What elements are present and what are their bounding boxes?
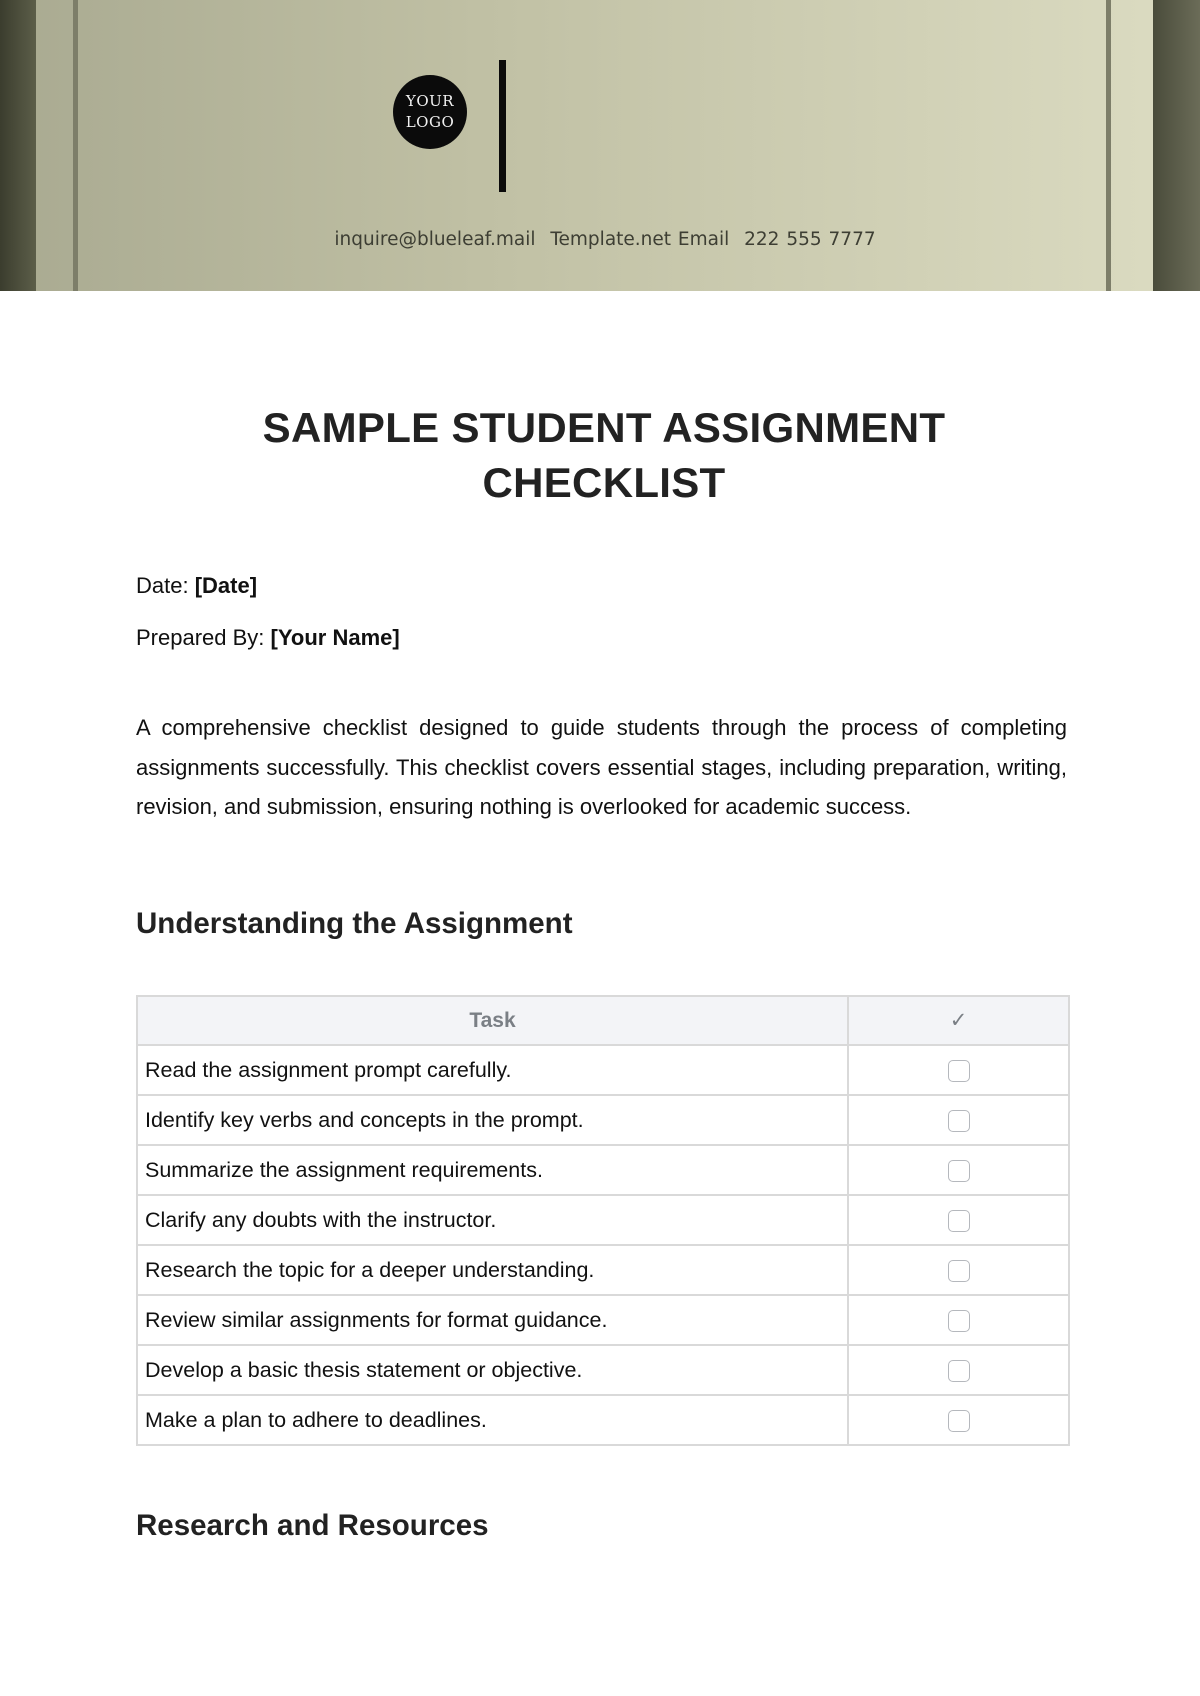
checkbox[interactable] xyxy=(948,1260,970,1282)
checkbox[interactable] xyxy=(948,1210,970,1232)
title-line2: CHECKLIST xyxy=(482,459,726,506)
table-row xyxy=(137,1345,1069,1395)
task-cell: Summarize the assignment requirements. xyxy=(137,1145,848,1195)
check-cell xyxy=(848,1195,1069,1245)
task-cell: Clarify any doubts with the instructor. xyxy=(137,1195,848,1245)
table-row xyxy=(137,1195,1069,1245)
checkbox[interactable] xyxy=(948,1160,970,1182)
column-header-task: Task xyxy=(137,996,848,1045)
company-logo xyxy=(393,75,467,149)
contact-email: inquire@blueleaf.mail xyxy=(334,229,536,250)
table-row xyxy=(137,1245,1069,1295)
contact-line xyxy=(0,229,1200,250)
checkbox[interactable] xyxy=(948,1360,970,1382)
task-cell: Make a plan to adhere to deadlines. xyxy=(137,1395,848,1445)
table-row xyxy=(137,1295,1069,1345)
check-cell xyxy=(848,1295,1069,1345)
intro-paragraph: A comprehensive checklist designed to guide students through the process of completing assignments successfully. This checklist covers essential stages, including preparation, writing, revision, and submission, ensuring nothing is overlooked for academic success. xyxy=(136,715,1067,819)
prepared-by-value: [Your Name] xyxy=(270,625,400,650)
task-cell: Review similar assignments for format guidance. xyxy=(137,1295,848,1345)
logo-text-line1: YOUR xyxy=(405,92,455,110)
section-heading-understanding: Understanding the Assignment xyxy=(136,907,573,940)
column-header-check: ✓ xyxy=(848,996,1069,1045)
logo-divider xyxy=(499,60,506,192)
contact-site: Template.net Email xyxy=(550,229,730,250)
check-cell xyxy=(848,1045,1069,1095)
table-row xyxy=(137,1095,1069,1145)
header-banner xyxy=(0,0,1200,291)
table-header-row xyxy=(137,996,1069,1045)
table-row xyxy=(137,1045,1069,1095)
contact-phone: 222 555 7777 xyxy=(744,229,876,250)
checkbox[interactable] xyxy=(948,1410,970,1432)
title-line1: SAMPLE STUDENT ASSIGNMENT xyxy=(262,404,946,451)
prepared-by-label: Prepared By: xyxy=(136,625,265,650)
checkbox[interactable] xyxy=(948,1110,970,1132)
table-row xyxy=(137,1145,1069,1195)
section-heading-research: Research and Resources xyxy=(136,1509,489,1542)
task-cell: Read the assignment prompt carefully. xyxy=(137,1045,848,1095)
checkbox[interactable] xyxy=(948,1060,970,1082)
check-cell xyxy=(848,1245,1069,1295)
date-label: Date: xyxy=(136,573,189,598)
check-cell xyxy=(848,1095,1069,1145)
date-field xyxy=(136,573,257,599)
date-value: [Date] xyxy=(194,573,258,598)
table-row xyxy=(137,1395,1069,1445)
checkbox[interactable] xyxy=(948,1310,970,1332)
check-cell xyxy=(848,1395,1069,1445)
prepared-by-field xyxy=(136,625,400,651)
task-cell: Develop a basic thesis statement or objective. xyxy=(137,1345,848,1395)
task-cell: Research the topic for a deeper understanding. xyxy=(137,1245,848,1295)
check-cell xyxy=(848,1345,1069,1395)
checklist-table xyxy=(136,995,1070,1446)
logo-text-line2: LOGO xyxy=(405,113,455,131)
task-cell: Identify key verbs and concepts in the prompt. xyxy=(137,1095,848,1145)
check-cell xyxy=(848,1145,1069,1195)
document-title xyxy=(136,400,1072,510)
